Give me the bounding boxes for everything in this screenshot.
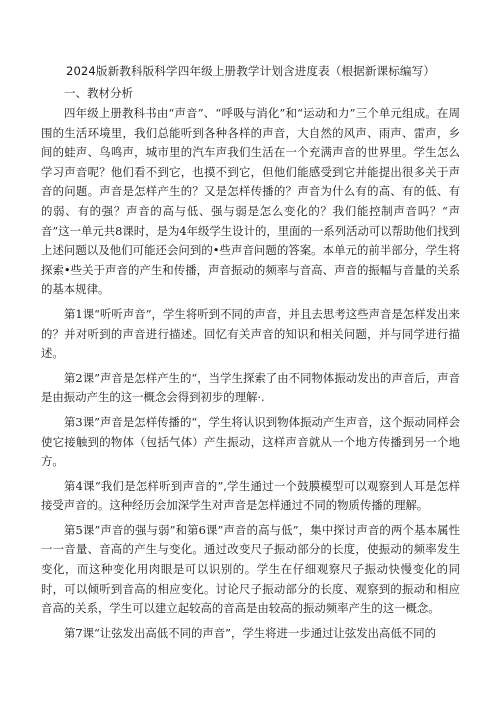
paragraph-lesson-2: 第2课”声音是怎样产生的“，当学生探索了由不同物体振动发出的声音后，声音是由振动产生的这一概念会得到初步的理解·. xyxy=(41,370,460,405)
document-body xyxy=(41,104,460,643)
paragraph-lesson-7: 第7课“让弦发出高低不同的声音”，学生将进一步通过让弦发出高低不同的 xyxy=(64,625,437,640)
section-heading: 一、教材分析 xyxy=(64,86,133,100)
paragraph-lesson-5-6: 第5课”声音的强与弱”和第6课”声音的高与低”，集中探讨声音的两个基本属性一一音量、音高的产生与变化。通过改变尺子振动部分的长度，使振动的频率发生变化，而这种变化用肉眼是可以识别的。学生在仔细观察尺子振动快慢变化的同时，可以倾听到音高的相应变化。讨论尺子振动部分的长度、观察到的振动和相应音高的关系，学生可以建立起较高的音高是由较高的振动频率产生的这一概念。 xyxy=(41,522,460,616)
paragraph-unit-overview: 四年级上册教科书由“声音”、“呼吸与消化”和“运动和力”三个单元组成。在周围的生活环境里，我们总能听到各种各样的声音，大自然的风声、雨声、雷声，乡间的蛙声、鸟鸣声，城市里的汽车声我们生活在一个充满声音的世界里。学生怎么学习声音呢？他们看不到它，也摸不到它，但他们能感受到它并能提出很多关于声音的问题。声音是怎样产生的？又是怎样传播的？声音为什么有的高、有的低、有的弱、有的强？声音的高与低、强与弱是怎么变化的？我们能控制声音吗？“声音”这一单元共8课时，是为4年级学生设计的，里面的一系列活动可以帮助他们找到上述问题以及他们可能还会问到的•些声音问题的答案。本单元的前半部分，学生将探索•些关于声音的产生和传播，声音振动的频率与音高、声音的振幅与音量的关系的基本规律。 xyxy=(41,106,460,297)
paragraph-lesson-4: 第4课“我们是怎样听到声音的”,学生通过一个鼓膜模型可以观察到人耳是怎样接受声音的。这种经历会加深学生对声音是怎样通过不同的物质传播的理解。 xyxy=(41,478,460,513)
paragraph-lesson-1: 第1课“听听声音”，学生将听到不同的声音，并且去思考这些声音是怎样发出来的？并对听到的声音进行描述。回忆有关声音的知识和相关问题，并与同学进行描述。 xyxy=(41,306,460,361)
document-title: 2024版新教科版科学四年级上册教学计划含进度表（根据新课标编写） xyxy=(65,64,436,78)
paragraph-lesson-3: 第3课”声音是怎样传播的“，学生将认识到物体振动产生声音，这个振动同样会使它接触到的物体（包括气体）产生振动，这样声音就从一个地方传播到另一个地方。 xyxy=(41,414,460,469)
